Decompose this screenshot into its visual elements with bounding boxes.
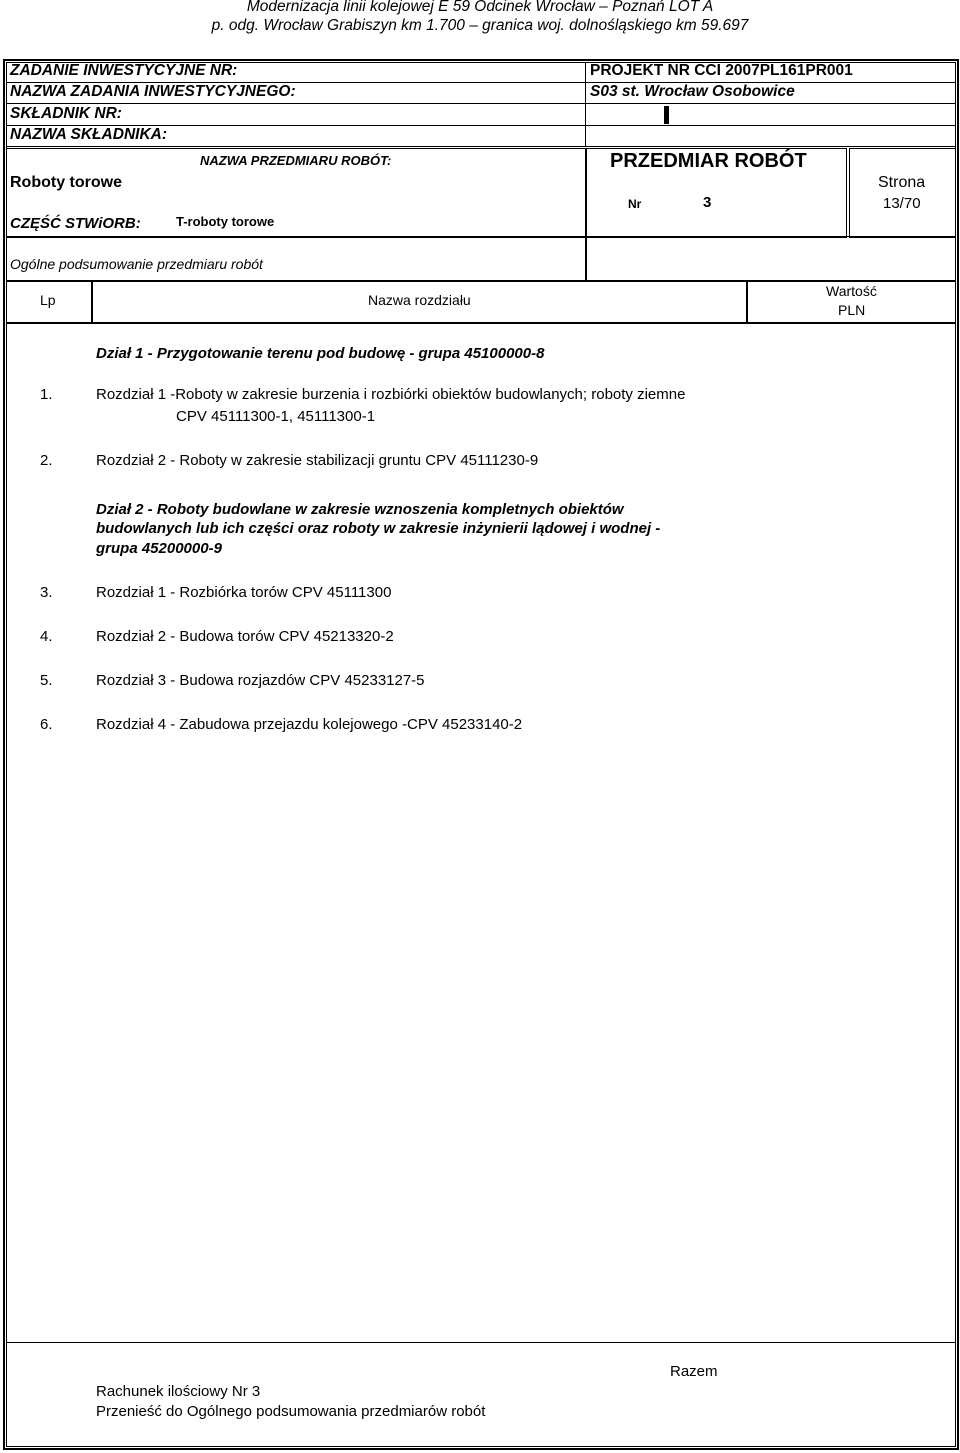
row-lp: 1. [40, 386, 53, 403]
marker-bar [664, 106, 669, 124]
strona-value: 13/70 [883, 195, 921, 212]
row-lp: 4. [40, 628, 53, 645]
nazwa-przedmiaru-label: NAZWA PRZEDMIARU ROBÓT: [200, 153, 392, 168]
projekt-number: PROJEKT NR CCI 2007PL161PR001 [590, 62, 853, 79]
table-body [6, 323, 956, 1343]
section-2-title-line1: Dział 2 - Roboty budowlane w zakresie wznoszenia kompletnych obiektów [96, 501, 624, 518]
footer-line2: Przenieść do Ogólnego podsumowania przedmiarów robót [96, 1403, 486, 1420]
nr-label: Nr [628, 197, 642, 211]
row-text: Rozdział 1 - Rozbiórka torów CPV 45111300 [96, 584, 392, 601]
nr-value: 3 [703, 194, 712, 211]
lp-header: Lp [40, 292, 56, 308]
czesc-label: CZĘŚĆ STWiORB: [10, 215, 141, 232]
document-title-line1: Modernizacja linii kolejowej E 59 Odcinek Wrocław – Poznań LOT A [246, 0, 714, 15]
row-lp: 2. [40, 452, 53, 469]
station-name: S03 st. Wrocław Osobowice [590, 83, 795, 100]
nazwa-zadania-label: NAZWA ZADANIA INWESTYCYJNEGO: [10, 83, 296, 100]
row-text: Rozdział 4 - Zabudowa przejazdu kolejowego -CPV 45233140-2 [96, 716, 523, 733]
row-text: Rozdział 3 - Budowa rozjazdów CPV 45233127-5 [96, 672, 425, 689]
wartosc-header: Wartość [826, 283, 877, 299]
zadanie-label: ZADANIE INWESTYCYJNE NR: [10, 62, 238, 79]
row-lp: 3. [40, 584, 53, 601]
row-text: Rozdział 2 - Roboty w zakresie stabilizacji gruntu CPV 45111230-9 [96, 452, 539, 469]
razem-label: Razem [670, 1363, 718, 1380]
nazwa-header: Nazwa rozdziału [368, 292, 471, 308]
summary-right-box [586, 236, 956, 281]
footer-line1: Rachunek ilościowy Nr 3 [96, 1383, 261, 1400]
row-text-continued: CPV 45111300-1, 45111300-1 [176, 408, 376, 425]
row-text: Rozdział 2 - Budowa torów CPV 45213320-2 [96, 628, 394, 645]
czesc-value: T-roboty torowe [176, 214, 275, 229]
row-text: Rozdział 1 -Roboty w zakresie burzenia i rozbiórki obiektów budowlanych; roboty ziemne [96, 386, 686, 403]
row-lp: 6. [40, 716, 53, 733]
strona-box [849, 148, 956, 238]
section-1-title: Dział 1 - Przygotowanie terenu pod budowę - grupa 45100000-8 [96, 345, 545, 362]
nazwa-skladnika-label: NAZWA SKŁADNIKA: [10, 126, 167, 143]
strona-label: Strona [878, 174, 926, 191]
currency-header: PLN [838, 302, 866, 318]
section-2-title-line3: grupa 45200000-9 [96, 540, 222, 557]
section-2-title-line2: budowlanych lub ich części oraz roboty w zakresie inżynierii lądowej i wodnej - [96, 520, 661, 537]
category-label: Roboty torowe [10, 174, 122, 191]
przedmiar-title: PRZEDMIAR ROBÓT [610, 150, 807, 172]
document-title-line2: p. odg. Wrocław Grabiszyn km 1.700 – granica woj. dolnośląskiego km 59.697 [211, 17, 749, 34]
skladnik-label: SKŁADNIK NR: [10, 105, 122, 122]
summary-label: Ogólne podsumowanie przedmiaru robót [10, 256, 263, 272]
row-lp: 5. [40, 672, 53, 689]
